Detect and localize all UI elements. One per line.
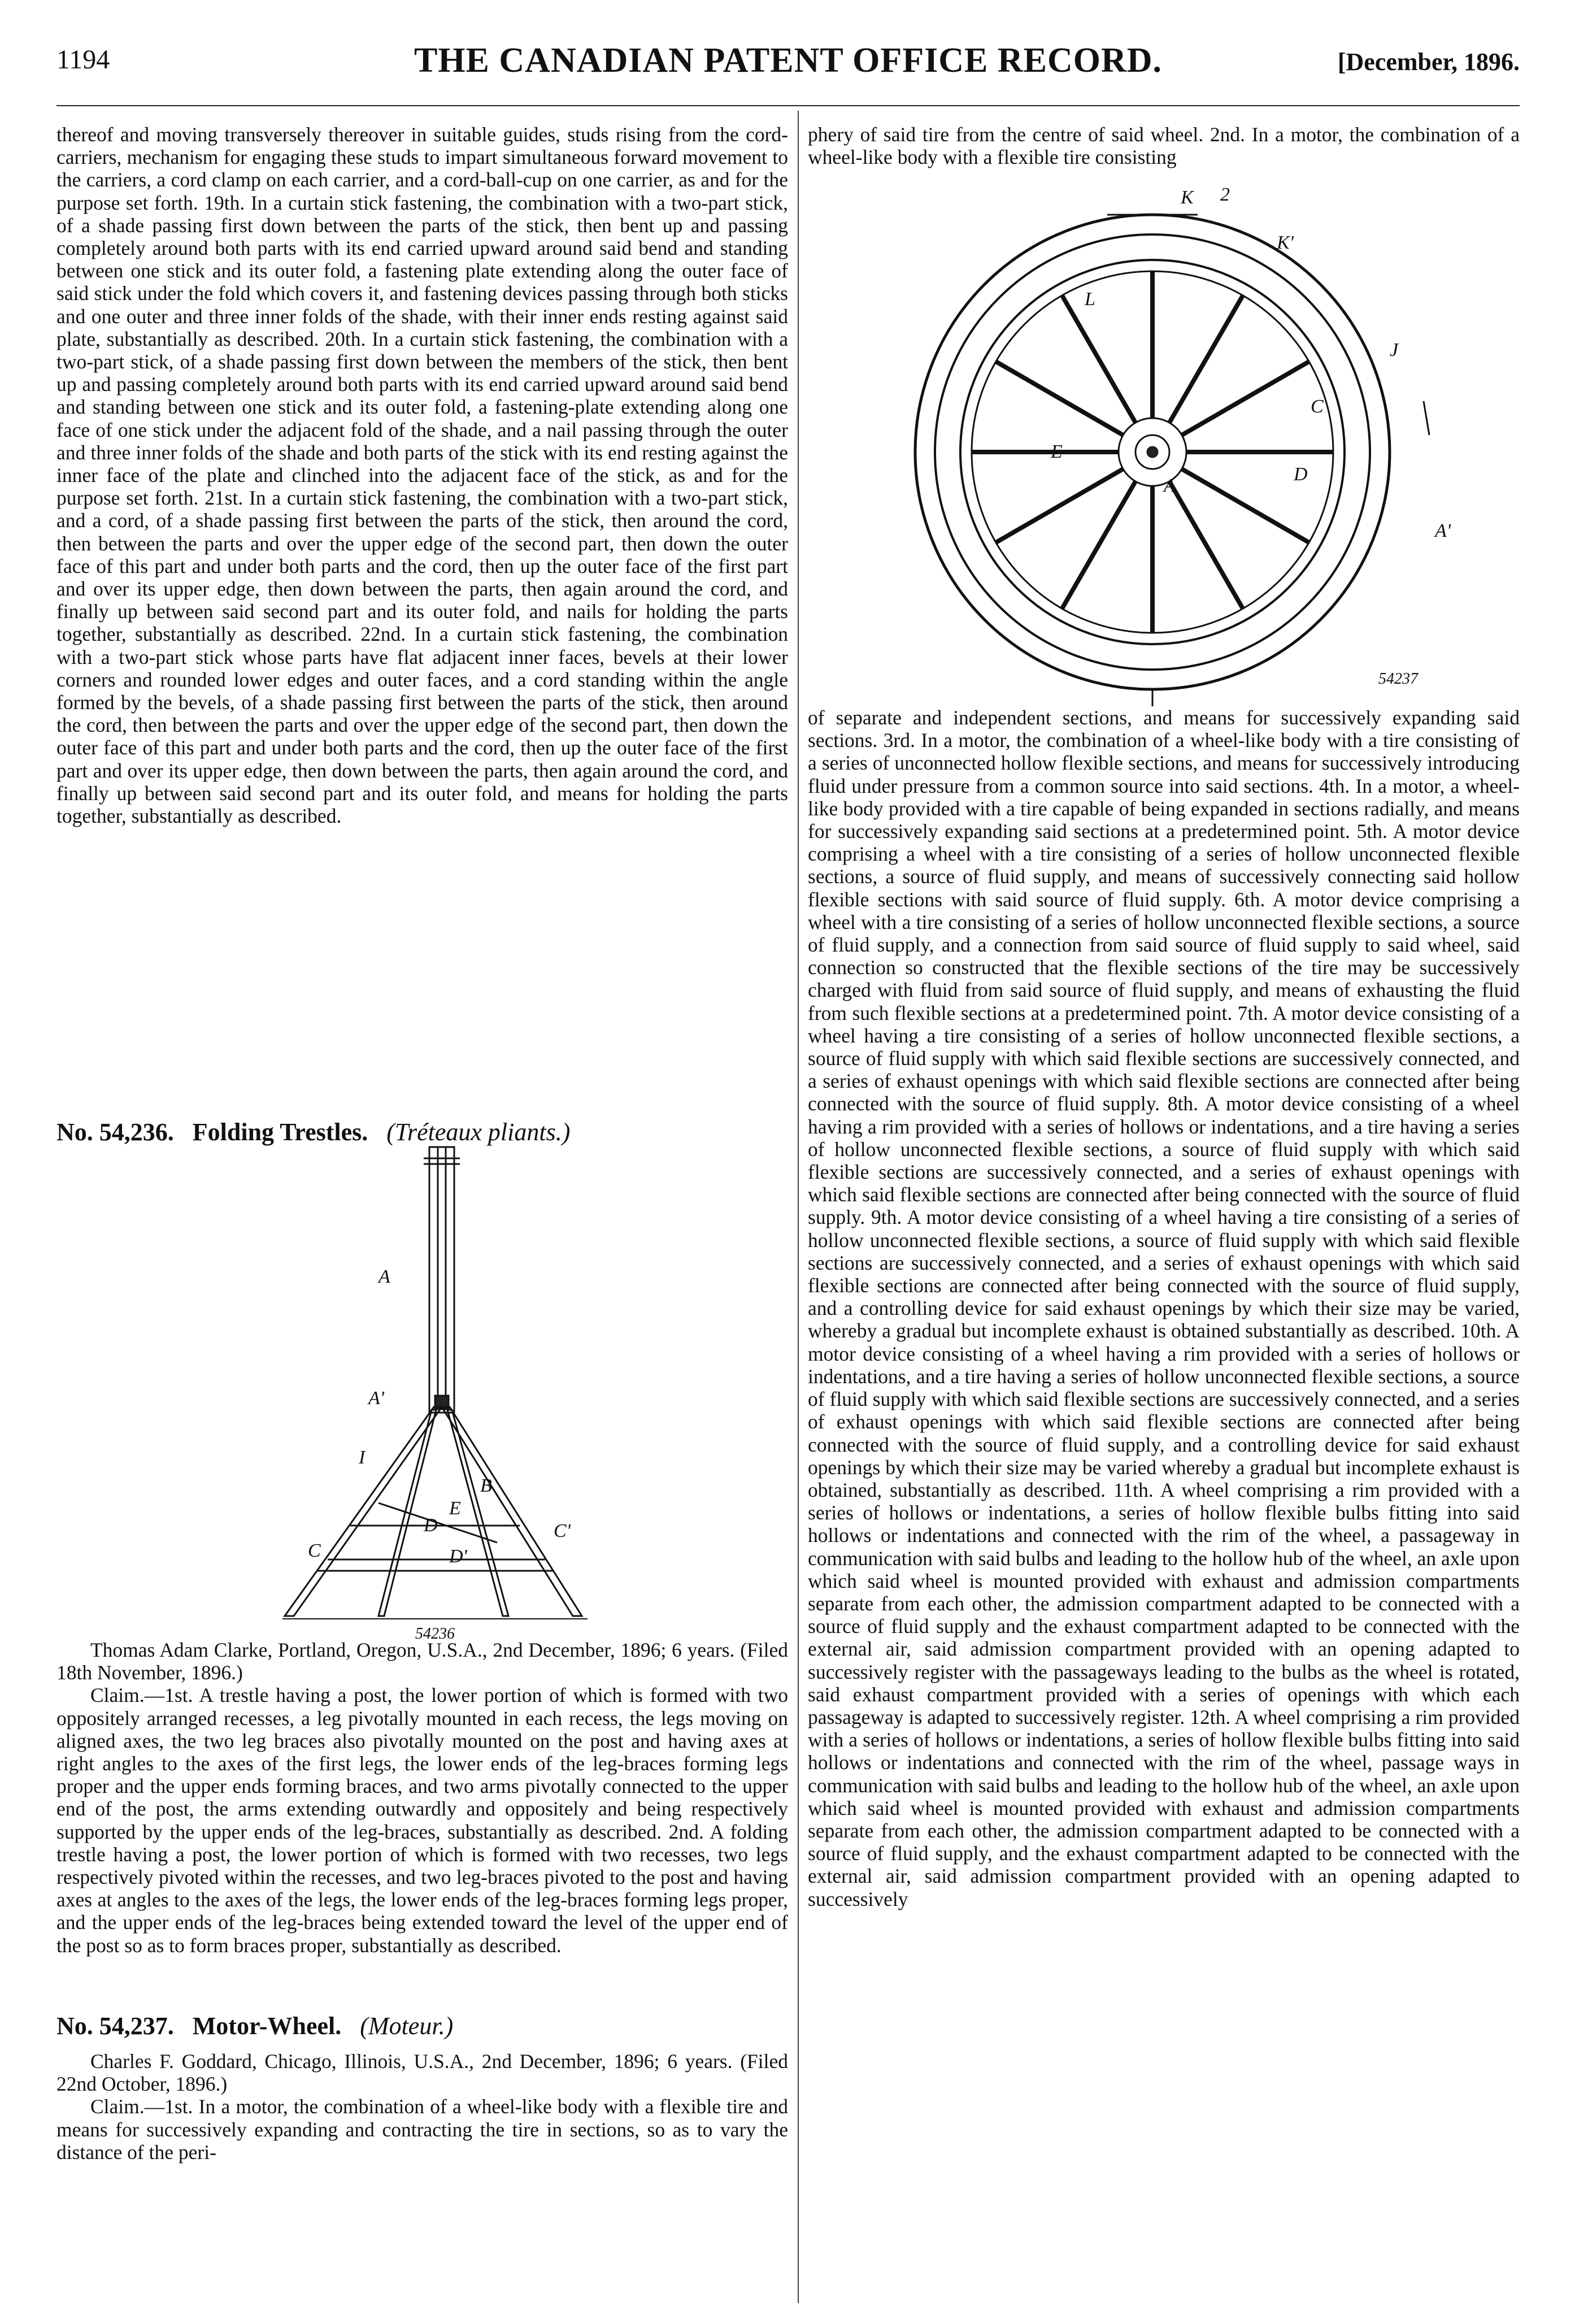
patent-inventor: Charles F. Goddard, Chicago, Illinois, U.S.A., 2nd December, 1896; 6 years. (Filed 22nd October, 1896.) [56, 2050, 788, 2096]
patent-claim-start: Claim.—1st. In a motor, the combination of a wheel-like body with a flexible tire and means for successively expanding and contracting the tire in sections, so as to vary the distance of the peri- [56, 2095, 788, 2164]
issue-date: [December, 1896. [1337, 48, 1520, 76]
header-rule [56, 105, 1520, 106]
svg-text:K': K' [1277, 232, 1294, 253]
trestle-figure [237, 1141, 633, 1643]
svg-text:A: A [378, 1266, 390, 1287]
patent-inventor: Thomas Adam Clarke, Portland, Oregon, U.S.A., 2nd December, 1896; 6 years. (Filed 18th November, 1896.) [56, 1639, 788, 1684]
svg-text:K: K [1181, 187, 1194, 208]
left-column-continued-text [56, 123, 788, 827]
column-divider [798, 111, 799, 2303]
motor-wheel-claim-continued: phery of said tire from the centre of said wheel. 2nd. In a motor, the combination of a wheel-like body with a flexible tire consisting [808, 123, 1520, 169]
svg-text:A': A' [1435, 520, 1451, 541]
patent-french-title: (Moteur.) [360, 2012, 454, 2040]
patent-number: No. 54,237. [56, 2012, 174, 2040]
right-column-main-text [808, 706, 1520, 1910]
patent-54237-body [56, 2050, 788, 2164]
patent-title: Folding Trestles. [192, 1118, 368, 1146]
motor-wheel-claims: of separate and independent sections, and means for successively expanding said sections. 3rd. In a motor, the combination of a wheel-like body with a tire consisting of a series of unconnected hollow flexible sections, and means for successively introducing fluid under pressure from a common source into said sections. 4th. In a motor, a wheel-like body provided with a tire capable of being expanded in sections radially, and means for successively expanding said sections at a predetermined point. 5th. A motor device comprising a wheel with a tire consisting of a series of hollow unconnected flexible sections, a source of fluid supply, and means of successively connecting said hollow flexible sections with said source of fluid supply. 6th. A motor device comprising a wheel with a tire consisting of a series of hollow unconnected flexible sections, a source of fluid supply, and a connection from said source of fluid supply to said wheel, said connection so constructed that the flexible sections of the tire may be successively charged with fluid from said source of fluid supply, and means of exhausting the fluid from such flexible sections at a predetermined point. 7th. A motor device consisting of a wheel having a tire consisting of a series of hollow unconnected flexible sections, a source of fluid supply with which said flexible sections are successively connected, and a series of exhaust openings with which said flexible sections are connected after being connected with the source of fluid supply. 8th. A motor device consisting of a wheel having a rim provided with a series of hollows or indentations, and a tire having a series of hollow unconnected flexible sections, a source of fluid supply with which said flexible sections are successively connected, and a series of exhaust openings with which said flexible sections are connected after being connected with the source of fluid supply. 9th. A motor device consisting of a wheel having a tire consisting of a series of hollow unconnected flexible sections, a source of fluid supply with which said flexible sections are successively connected, and a series of exhaust openings with which said flexible sections are connected after being connected with the source of fluid supply, and a controlling device for said exhaust openings by which their size may be varied, whereby a gradual but incomplete exhaust is obtained substantially as described. 10th. A motor device consisting of a wheel having a rim provided with a series of hollows or indentations, and a tire having a series of hollow unconnected flexible sections, a source of fluid supply with which said flexible sections are successively connected, and a series of exhaust openings with which said flexible sections are connected after being connected with the source of fluid supply, and a controlling device for said exhaust openings by which their size may be varied whereby a gradual but incomplete exhaust is obtained, substantially as described. 11th. A wheel comprising a rim provided with a series of hollows or indentations, a series of hollow flexible bulbs fitting into said hollows or indentations and connected with the rim of the wheel, a passageway in communication with said bulbs and leading to the hollow hub of the wheel, an axle upon which said wheel is mounted provided with exhaust and admission compartments separate from each other, the admission compartment adapted to be connected with a source of fluid supply and the exhaust compartment adapted to be connected with the external air, said admission compartment provided with an opening adapted to successively register with the passageways leading to the bulbs as the wheel is rotated, said exhaust compartment provided with a series of openings with which each passageway is adapted to successively register. 12th. A wheel comprising a rim provided with a series of hollows or indentations, a series of hollow flexible bulbs fitting into said hollows or indentations and connected with the rim of the wheel, passage ways in communication with said bulbs and leading to the hollow hub of the wheel, an axle upon which said wheel is mounted provided with exhaust and admission compartments separate from each other, the admission compartment adapted to be connected with a source of fluid supply, and the exhaust compartment adapted to be connected with the external air, said admission compartment provided with an opening adapted to successively [808, 706, 1520, 1910]
patent-number: No. 54,236. [56, 1118, 174, 1146]
svg-text:C: C [308, 1540, 321, 1561]
svg-text:D': D' [449, 1546, 467, 1567]
svg-text:D: D [424, 1515, 438, 1536]
page-number: 1194 [56, 45, 110, 75]
svg-text:A: A [1164, 475, 1176, 496]
svg-text:A': A' [368, 1388, 385, 1409]
patent-claim: Claim.—1st. A trestle having a post, the lower portion of which is formed with two oppositely arranged recesses, a leg pivotally mounted in each recess, the legs moving on aligned axes, the two leg braces also pivotally mounted on the post and having axes at right angles to the axes of the first legs, the lower ends of the leg-braces forming legs proper and the upper ends forming braces, and two arms pivotally connected to the upper end of the post, the arms extending outwardly and oppositely and being respectively supported by the upper ends of the leg-braces, substantially as described. 2nd. A folding trestle having a post, the lower portion of which is formed with two recesses, two legs respectively pivoted within the recesses, and two leg-braces pivoted to the post and having axes at angles to the axes of the legs, the lower ends of the leg-braces forming legs proper, and the upper ends of the leg-braces being extended toward the level of the upper end of the post so as to form braces proper, substantially as described. [56, 1684, 788, 1957]
svg-text:D: D [1294, 464, 1308, 485]
svg-text:C: C [1311, 396, 1324, 417]
publication-title: THE CANADIAN PATENT OFFICE RECORD. [414, 41, 1163, 80]
figure-number: 54236 [415, 1625, 455, 1643]
trestle-leg-right [442, 1407, 582, 1616]
svg-text:L: L [1085, 289, 1095, 310]
svg-text:E: E [1051, 441, 1063, 462]
patent-french-title: (Tréteaux pliants.) [386, 1118, 571, 1146]
figure-number: 54237 [1378, 670, 1418, 688]
svg-text:E: E [449, 1498, 461, 1519]
right-column-top-text [808, 123, 1520, 168]
curtain-stick-claims: thereof and moving transversely thereover in suitable guides, studs rising from the cord-carriers, mechanism for engaging these studs to impart simultaneous forward movement to the carriers, a cord clamp on each carrier, and a cord-ball-cup on one carrier, as and for the purpose set forth. 19th. In a curtain stick fastening, the combination with a two-part stick, of a shade passing first down between the parts of the stick, then bent up and passing completely around both parts with its end carried upward around said bend and standing between one stick and its outer fold, a fastening plate extending along the outer face of said stick under the fold which covers it, and fastening devices passing through both sticks and one outer and three inner folds of the shade, with their inner ends resting against said plate, substantially as described. 20th. In a curtain stick fastening, the combination with a two-part stick, of a shade passing first down between the members of the stick, then bent up and passing completely around both parts with its end carried upward around said bend and standing between one stick and its outer fold, a fastening-plate extending along one face of one stick under the adjacent fold of the shade, and a nail passing through the outer and three inner folds of the shade and both parts of the stick with its end resting against the inner face of the plate and clinched into the adjacent face of the stick, as and for the purpose set forth. 21st. In a curtain stick fastening, the combination with a two-part stick, and a cord, of a shade passing first between the parts of the stick, then around the cord, then between the parts and over the upper edge of the second part, then down the outer face of this part and under both parts and the cord, then up the outer face of the first part and over its upper edge, then down between the parts, then again around the cord, and finally up between said second part and its outer fold, and nails for holding the parts together, substantially as described. 22nd. In a curtain stick fastening, the combination with a two-part stick whose parts have flat adjacent inner faces, bevels at their lower corners and rounded lower edges and outer faces, and a cord standing within the angle formed by the bevels, of a shade passing first between the parts of the stick, then around the cord, then between the parts and over the upper edge of the second part, then down the outer face of this part and under both parts and the cord, then up the outer face of the first part and over its upper edge, then down between the parts, then again around the cord, and finally up between said second part and its outer fold, and means for holding the parts together, substantially as described. [56, 123, 788, 828]
svg-text:J: J [1390, 340, 1399, 360]
svg-text:C': C' [554, 1521, 571, 1541]
svg-text:B: B [480, 1475, 492, 1496]
trestle-leg-left [285, 1407, 442, 1616]
patent-54236-body [56, 1639, 788, 1957]
patent-heading-54237 [56, 2012, 453, 2040]
trestle-post [429, 1147, 454, 1413]
running-header [56, 41, 1520, 84]
svg-text:I: I [359, 1447, 366, 1468]
motor-wheel-figure [881, 186, 1469, 701]
svg-text:2: 2 [1220, 184, 1230, 205]
patent-title: Motor-Wheel. [192, 2012, 342, 2040]
